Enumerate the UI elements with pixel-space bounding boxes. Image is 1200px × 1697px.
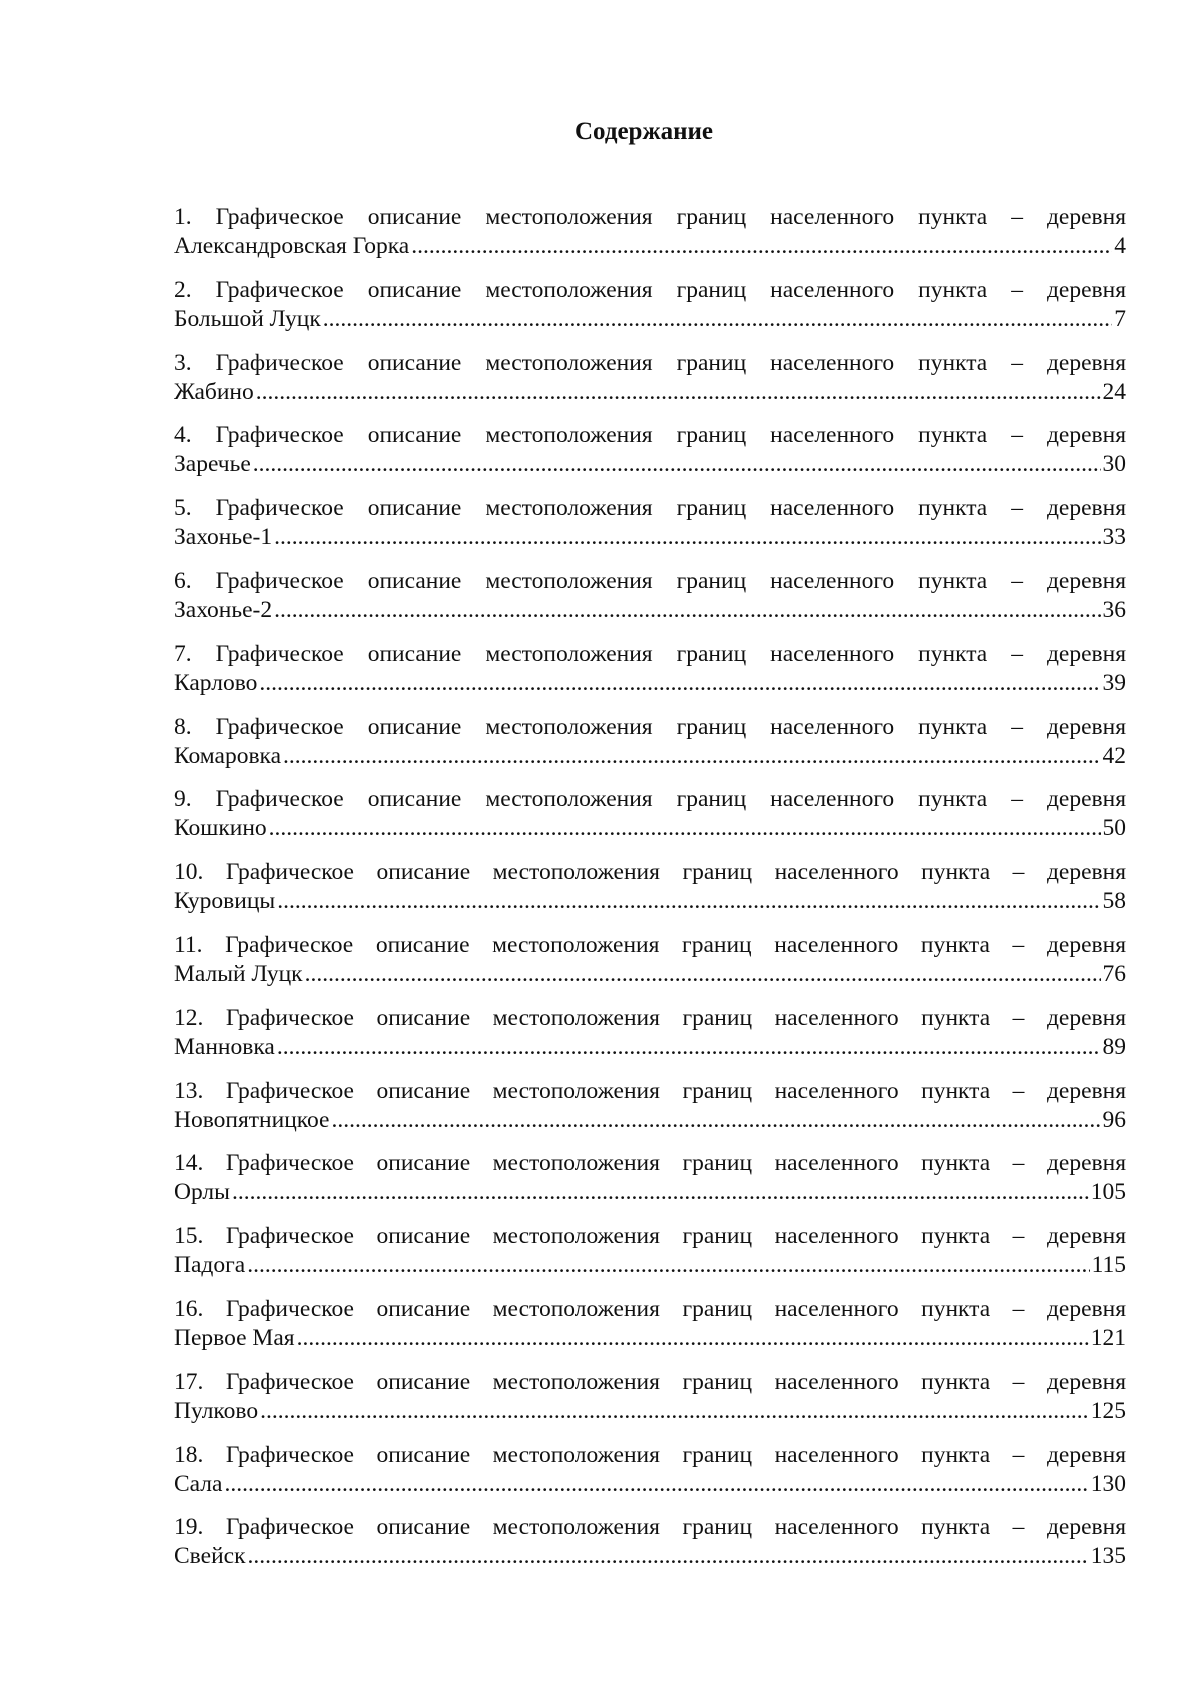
toc-entry-text: Графическое описание местоположения границ населенного пункта – деревня — [225, 1223, 1127, 1250]
dot-leader — [274, 523, 1100, 552]
toc-entry-page-number: 4 — [1114, 233, 1126, 259]
toc-entry[interactable] — [174, 567, 1126, 640]
toc-entry[interactable] — [174, 203, 1126, 276]
toc-entry-page-number: 24 — [1102, 378, 1126, 405]
dot-leader — [224, 1470, 1088, 1499]
toc-entry-heading-line — [174, 203, 1126, 232]
toc-entry-name-line — [174, 1397, 1126, 1426]
dot-leader — [297, 1324, 1089, 1353]
toc-entry[interactable] — [174, 494, 1126, 567]
toc-entry-name-line — [174, 1324, 1126, 1353]
toc-entry-heading-line — [174, 640, 1126, 669]
toc-entry-name: Жабино — [174, 378, 254, 405]
toc-entry-number: 9. — [174, 786, 192, 813]
toc-entry[interactable] — [174, 1513, 1126, 1586]
toc-entry-name-line — [174, 1251, 1126, 1280]
toc-entry-number: 11. — [174, 931, 203, 958]
toc-entry-name-line — [174, 669, 1126, 698]
toc-entry-page-number: 30 — [1102, 451, 1126, 478]
toc-entry-name-line — [174, 305, 1126, 334]
toc-entry-name-line — [174, 887, 1126, 916]
toc-entry-heading-line — [174, 1513, 1126, 1542]
toc-entry-name: Захонье-2 — [174, 596, 273, 623]
toc-entry-name-line — [174, 450, 1126, 479]
toc-entry-text: Графическое описание местоположения границ населенного пункта – деревня — [215, 495, 1127, 522]
toc-entry-heading-line — [174, 713, 1126, 742]
toc-entry[interactable] — [174, 1368, 1126, 1441]
toc-entry[interactable] — [174, 931, 1126, 1004]
toc-entry-number: 5. — [174, 495, 192, 522]
toc-entry-name: Большой Луцк — [174, 305, 321, 332]
toc-entry-name: Заречье — [174, 451, 251, 478]
toc-entry-heading-line — [174, 349, 1126, 378]
toc-entry-page-number: 58 — [1102, 888, 1126, 915]
toc-entry-page-number: 42 — [1102, 742, 1126, 769]
toc-entry-heading-line — [174, 567, 1126, 596]
toc-entry[interactable] — [174, 1295, 1126, 1368]
toc-entry-text: Графическое описание местоположения границ населенного пункта – деревня — [225, 859, 1127, 886]
toc-entry-page-number: 121 — [1090, 1324, 1126, 1351]
toc-entry-name: Сала — [174, 1470, 223, 1497]
toc-entry-name: Кошкино — [174, 815, 267, 842]
toc-entry[interactable] — [174, 1441, 1126, 1514]
toc-entry[interactable] — [174, 785, 1126, 858]
toc-entry-name-line — [174, 1470, 1126, 1499]
toc-entry-name: Манновка — [174, 1033, 275, 1060]
toc-entry-heading-line — [174, 1222, 1126, 1251]
toc-entry[interactable] — [174, 1149, 1126, 1222]
toc-entry-name-line — [174, 523, 1126, 552]
toc-entry-text: Графическое описание местоположения границ населенного пункта – деревня — [215, 276, 1127, 303]
toc-entry-heading-line — [174, 276, 1126, 305]
toc-entry-number: 7. — [174, 640, 192, 667]
toc-entry[interactable] — [174, 421, 1126, 494]
dot-leader — [269, 814, 1101, 843]
toc-entry-text: Графическое описание местоположения границ населенного пункта – деревня — [225, 931, 1127, 958]
toc-entry[interactable] — [174, 276, 1126, 349]
toc-entry-page-number: 33 — [1102, 524, 1126, 551]
toc-entry-heading-line — [174, 421, 1126, 450]
toc-entry-number: 19. — [174, 1514, 204, 1541]
toc-entry-number: 4. — [174, 422, 192, 449]
toc-entry-page-number: 105 — [1090, 1179, 1126, 1206]
dot-leader — [277, 887, 1100, 916]
toc-entry-heading-line — [174, 494, 1126, 523]
page-title: Содержание — [574, 118, 713, 145]
toc-entry-page-number: 39 — [1102, 669, 1126, 696]
toc-entry-name-line — [174, 1106, 1126, 1135]
toc-entry-number: 12. — [174, 1004, 204, 1031]
dot-leader — [259, 669, 1100, 698]
toc-entry-heading-line — [174, 1441, 1126, 1470]
toc-entry-text: Графическое описание местоположения границ населенного пункта – деревня — [225, 1004, 1127, 1031]
toc-entry-number: 6. — [174, 567, 192, 594]
toc-entry[interactable] — [174, 1004, 1126, 1077]
dot-leader — [274, 596, 1100, 625]
toc-entry-text: Графическое описание местоположения границ населенного пункта – деревня — [215, 422, 1127, 449]
toc-entry-heading-line — [174, 785, 1126, 814]
toc-entry-name-line — [174, 596, 1126, 625]
toc-entry-page-number: 50 — [1102, 815, 1126, 842]
toc-entry-name-line — [174, 1178, 1126, 1207]
toc-entry-name: Комаровка — [174, 742, 282, 769]
toc-list — [174, 203, 1126, 1586]
toc-entry-name: Новопятницкое — [174, 1106, 330, 1133]
toc-entry-text: Графическое описание местоположения границ населенного пункта – деревня — [225, 1150, 1127, 1177]
toc-entry-page-number: 115 — [1091, 1252, 1126, 1279]
toc-entry-text: Графическое описание местоположения границ населенного пункта – деревня — [225, 1441, 1127, 1468]
dot-leader — [232, 1178, 1089, 1207]
toc-entry-page-number: 125 — [1090, 1397, 1126, 1424]
toc-entry[interactable] — [174, 1222, 1126, 1295]
toc-entry-page-number: 89 — [1102, 1033, 1126, 1060]
toc-entry-number: 15. — [174, 1223, 204, 1250]
toc-entry[interactable] — [174, 713, 1126, 786]
toc-entry-name: Пулково — [174, 1397, 259, 1424]
toc-entry-name: Захонье-1 — [174, 524, 273, 551]
toc-entry[interactable] — [174, 858, 1126, 931]
toc-entry[interactable] — [174, 1077, 1126, 1150]
toc-entry-name: Первое Мая — [174, 1324, 295, 1351]
dot-leader — [323, 305, 1112, 334]
toc-entry-heading-line — [174, 1368, 1126, 1397]
toc-entry-text: Графическое описание местоположения границ населенного пункта – деревня — [225, 1295, 1127, 1322]
toc-entry-heading-line — [174, 1004, 1126, 1033]
toc-entry-text: Графическое описание местоположения границ населенного пункта – деревня — [225, 1368, 1127, 1395]
toc-entry-text: Графическое описание местоположения границ населенного пункта – деревня — [215, 349, 1127, 376]
toc-entry-page-number: 135 — [1090, 1543, 1126, 1570]
toc-entry-number: 8. — [174, 713, 192, 740]
toc-entry-name-line — [174, 232, 1126, 261]
toc-entry-page-number: 96 — [1102, 1106, 1126, 1133]
dot-leader — [248, 1542, 1089, 1571]
toc-entry-heading-line — [174, 1295, 1126, 1324]
toc-entry[interactable] — [174, 640, 1126, 713]
toc-entry-number: 17. — [174, 1368, 204, 1395]
toc-entry-page-number: 36 — [1102, 596, 1126, 623]
toc-entry-name-line — [174, 814, 1126, 843]
toc-entry-name-line — [174, 378, 1126, 407]
toc-entry-page-number: 7 — [1114, 305, 1126, 332]
toc-entry-name: Малый Луцк — [174, 960, 303, 987]
toc-entry-number: 10. — [174, 859, 204, 886]
dot-leader — [305, 960, 1101, 989]
toc-entry-text: Графическое описание местоположения границ населенного пункта – деревня — [215, 786, 1127, 813]
toc-entry[interactable] — [174, 349, 1126, 422]
toc-entry-name: Карлово — [174, 669, 258, 696]
toc-entry-number: 14. — [174, 1150, 204, 1177]
dot-leader — [411, 232, 1112, 261]
toc-entry-text: Графическое описание местоположения границ населенного пункта – деревня — [225, 1514, 1127, 1541]
dot-leader — [277, 1033, 1101, 1062]
dot-leader — [247, 1251, 1089, 1280]
dot-leader — [256, 378, 1101, 407]
toc-entry-name-line — [174, 1542, 1126, 1571]
toc-entry-text: Графическое описание местоположения границ населенного пункта – деревня — [215, 640, 1127, 667]
dot-leader — [283, 742, 1100, 771]
toc-entry-name-line — [174, 960, 1126, 989]
toc-entry-name: Орлы — [174, 1179, 230, 1206]
dot-leader — [331, 1106, 1100, 1135]
toc-entry-name: Александровская Горка — [174, 233, 410, 259]
toc-entry-text: Графическое описание местоположения границ населенного пункта – деревня — [215, 713, 1127, 740]
toc-entry-name: Падога — [174, 1252, 246, 1279]
toc-entry-page-number: 130 — [1090, 1470, 1126, 1497]
toc-entry-text: Графическое описание местоположения границ населенного пункта – деревня — [225, 1077, 1127, 1104]
toc-entry-heading-line — [174, 1149, 1126, 1178]
toc-entry-number: 16. — [174, 1295, 204, 1322]
toc-entry-number: 1. — [174, 204, 192, 230]
dot-leader — [260, 1397, 1089, 1426]
toc-entry-number: 3. — [174, 349, 192, 376]
toc-entry-heading-line — [174, 858, 1126, 887]
dot-leader — [253, 450, 1101, 479]
toc-entry-name-line — [174, 742, 1126, 771]
toc-entry-number: 18. — [174, 1441, 204, 1468]
toc-entry-name: Свейск — [174, 1543, 246, 1570]
toc-entry-text: Графическое описание местоположения границ населенного пункта – деревня — [215, 567, 1127, 594]
toc-entry-heading-line — [174, 931, 1126, 960]
toc-entry-name-line — [174, 1033, 1126, 1062]
toc-entry-heading-line — [174, 1077, 1126, 1106]
toc-entry-name: Куровицы — [174, 888, 276, 915]
toc-entry-number: 13. — [174, 1077, 204, 1104]
toc-entry-number: 2. — [174, 276, 192, 303]
toc-entry-page-number: 76 — [1102, 960, 1126, 987]
toc-entry-text: Графическое описание местоположения границ населенного пункта – деревня — [215, 204, 1127, 230]
